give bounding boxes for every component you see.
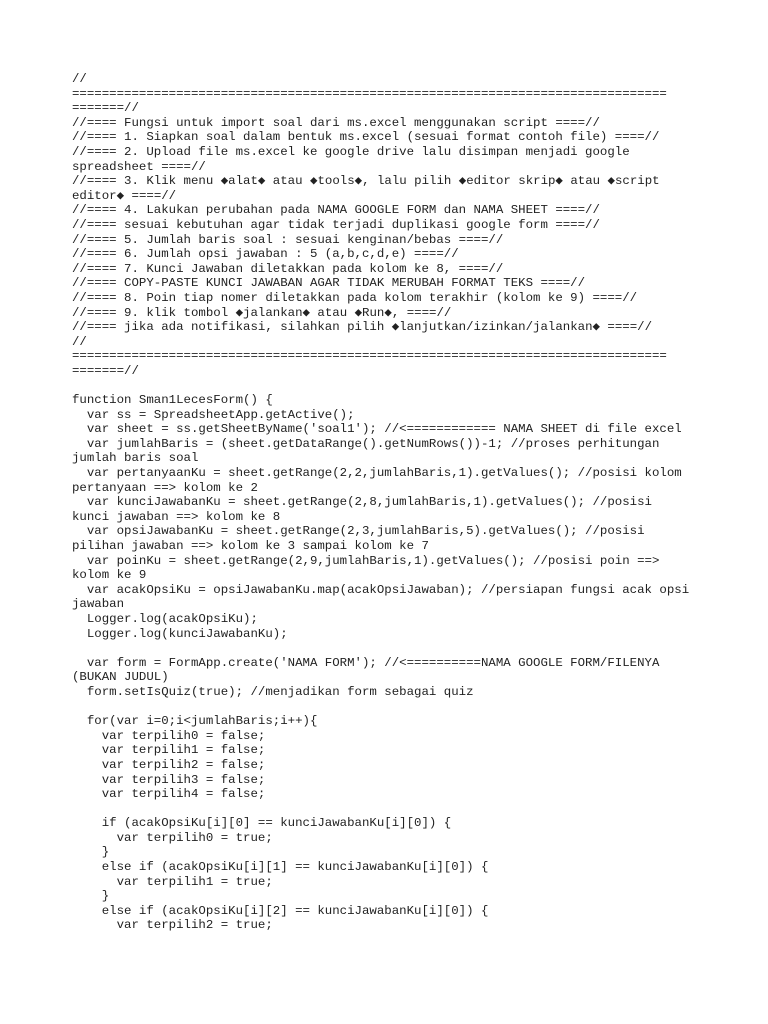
code-line: var acakOpsiKu = opsiJawabanKu.map(acakOpsiJawaban); //persiapan fungsi acak opsi (72, 582, 690, 597)
code-line: //==== 3. Klik menu ◆alat◆ atau ◆tools◆, lalu pilih ◆editor skrip◆ atau ◆script (72, 174, 660, 189)
code-line: Logger.log(kunciJawabanKu); (72, 626, 288, 641)
code-line: if (acakOpsiKu[i][0] == kunciJawabanKu[i][0]) { (72, 816, 452, 831)
code-line: var terpilih1 = true; (72, 874, 273, 889)
code-line: //==== 9. klik tombol ◆jalankan◆ atau ◆Run◆, ====// (72, 305, 452, 320)
code-line: var poinKu = sheet.getRange(2,9,jumlahBaris,1).getValues(); //posisi poin ==> (72, 553, 660, 568)
code-line: var terpilih1 = false; (72, 743, 266, 758)
code-line: // (72, 72, 87, 86)
code-line: //==== 2. Upload file ms.excel ke google drive lalu disimpan menjadi google (72, 144, 630, 159)
code-line: var form = FormApp.create('NAMA FORM'); //<==========NAMA GOOGLE FORM/FILENYA (72, 655, 660, 670)
code-line: kolom ke 9 (72, 568, 147, 583)
code-line (72, 802, 700, 817)
code-line: for(var i=0;i<jumlahBaris;i++){ (72, 714, 318, 729)
code-listing (72, 72, 700, 933)
code-line: // (72, 334, 87, 349)
code-line: else if (acakOpsiKu[i][2] == kunciJawabanKu[i][0]) { (72, 903, 489, 918)
code-line: //==== 5. Jumlah baris soal : sesuai kenginan/bebas ====// (72, 232, 504, 247)
code-line: var jumlahBaris = (sheet.getDataRange().getNumRows())-1; //proses perhitungan (72, 436, 660, 451)
code-line: ================================================================================ (72, 349, 667, 364)
code-line: //==== 4. Lakukan perubahan pada NAMA GOOGLE FORM dan NAMA SHEET ====// (72, 203, 600, 218)
code-line: var terpilih2 = true; (72, 918, 273, 933)
code-line (72, 641, 700, 656)
code-line (72, 700, 700, 715)
code-line: //==== 8. Poin tiap nomer diletakkan pada kolom terakhir (kolom ke 9) ====// (72, 290, 638, 305)
code-line: } (72, 845, 110, 860)
code-line: //==== 7. Kunci Jawaban diletakkan pada kolom ke 8, ====// (72, 261, 504, 276)
code-line: var terpilih3 = false; (72, 772, 266, 787)
code-line: //==== 6. Jumlah opsi jawaban : 5 (a,b,c,d,e) ====// (72, 247, 459, 262)
code-line: var terpilih2 = false; (72, 757, 266, 772)
code-line: var terpilih0 = true; (72, 830, 273, 845)
code-line: editor◆ ====// (72, 188, 177, 203)
code-line: pertanyaan ==> kolom ke 2 (72, 480, 258, 495)
code-line: //==== Fungsi untuk import soal dari ms.excel menggunakan script ====// (72, 115, 600, 130)
code-line: pilihan jawaban ==> kolom ke 3 sampai kolom ke 7 (72, 539, 429, 553)
code-line: kunci jawaban ==> kolom ke 8 (72, 509, 281, 524)
code-line: //==== jika ada notifikasi, silahkan pilih ◆lanjutkan/izinkan/jalankan◆ ====// (72, 320, 653, 335)
code-line: form.setIsQuiz(true); //menjadikan form sebagai quiz (72, 684, 474, 699)
code-line: //==== COPY-PASTE KUNCI JAWABAN AGAR TIDAK MERUBAH FORMAT TEKS ====// (72, 276, 586, 291)
code-line: var kunciJawabanKu = sheet.getRange(2,8,jumlahBaris,1).getValues(); //posisi (72, 495, 652, 510)
code-line: //==== sesuai kebutuhan agar tidak terjadi duplikasi google form ====// (72, 217, 600, 232)
code-line: //==== 1. Siapkan soal dalam bentuk ms.excel (sesuai format contoh file) ====// (72, 130, 660, 145)
code-line: var pertanyaanKu = sheet.getRange(2,2,jumlahBaris,1).getValues(); //posisi kolom (72, 466, 682, 481)
code-line: var ss = SpreadsheetApp.getActive(); (72, 407, 355, 422)
code-line: Logger.log(acakOpsiKu); (72, 611, 258, 626)
code-line: var terpilih0 = false; (72, 728, 266, 743)
code-line: spreadsheet ====// (72, 159, 206, 174)
code-line: var terpilih4 = false; (72, 787, 266, 802)
code-line: var opsiJawabanKu = sheet.getRange(2,3,jumlahBaris,5).getValues(); //posisi (72, 524, 645, 539)
code-line: function Sman1LecesForm() { (72, 393, 273, 408)
code-line: } (72, 889, 110, 904)
code-line: =======// (72, 101, 139, 116)
code-line: (BUKAN JUDUL) (72, 670, 169, 685)
code-line: else if (acakOpsiKu[i][1] == kunciJawabanKu[i][0]) { (72, 860, 489, 875)
code-line: jawaban (72, 597, 125, 612)
code-line: =======// (72, 363, 139, 378)
code-line (72, 378, 700, 393)
code-line: jumlah baris soal (72, 451, 199, 466)
code-line: ================================================================================ (72, 86, 667, 101)
code-line: var sheet = ss.getSheetByName('soal1'); //<============ NAMA SHEET di file excel (72, 422, 682, 437)
